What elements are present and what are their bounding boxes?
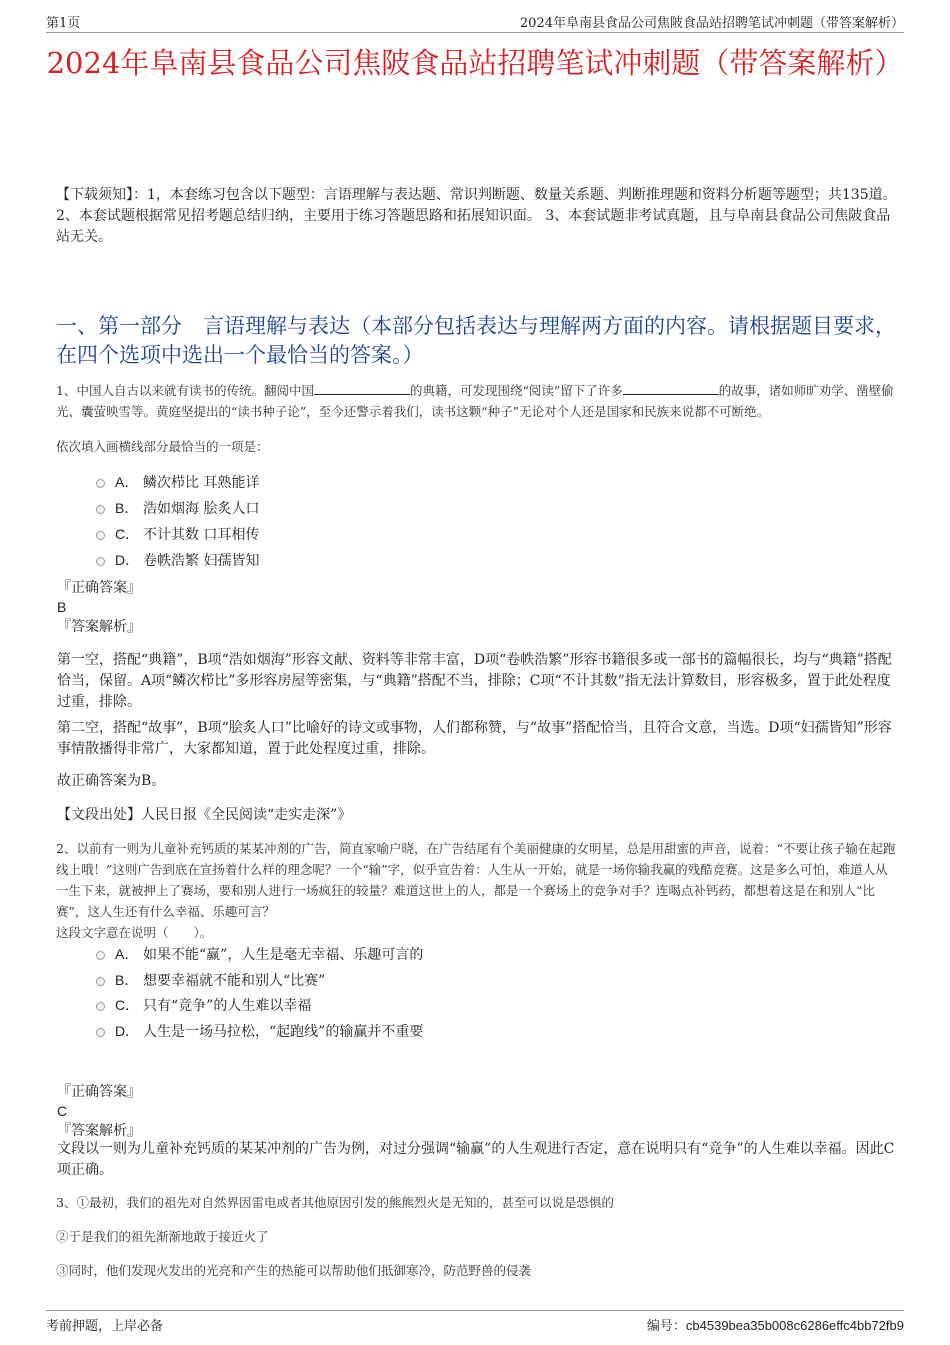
q2-analysis-label: 『答案解析』 xyxy=(57,1123,141,1139)
option-text: 想要幸福就不能和别人“比赛” xyxy=(143,973,326,989)
radio-icon[interactable] xyxy=(96,557,105,566)
radio-icon[interactable] xyxy=(96,951,105,960)
question-1-text xyxy=(56,380,898,422)
q1-text-part-c: 的故事，诸如师旷劝学、凿壁偷光、囊萤映雪等。黄庭坚提出的“读书种子论”，至今还警示着我们，读书这颗“种子”无论对个人还是国家和民族来说都不可断绝。 xyxy=(56,383,894,419)
q1-analysis-conclusion: 故正确答案为B。 xyxy=(57,773,166,789)
question-3-line-2: ②于是我们的祖先渐渐地敢于接近火了 xyxy=(56,1229,269,1244)
page-title: 2024年阜南县食品公司焦陂食品站招聘笔试冲刺题（带答案解析） xyxy=(46,46,904,80)
fill-blank-2 xyxy=(623,382,719,395)
q1-option-a[interactable] xyxy=(96,472,259,493)
q2-option-c[interactable] xyxy=(96,995,311,1016)
option-text: 不计其数 口耳相传 xyxy=(143,527,260,543)
q1-analysis-label: 『答案解析』 xyxy=(57,619,141,635)
header-doc-title: 2024年阜南县食品公司焦陂食品站招聘笔试冲刺题（带答案解析） xyxy=(519,16,904,31)
option-letter: C． xyxy=(115,526,140,542)
fill-blank-1 xyxy=(314,382,410,395)
q2-analysis: 文段以一则为儿童补充钙质的某某冲剂的广告为例，对过分强调“输赢”的人生观进行否定，意在说明只有“竞争”的人生难以幸福。因此C项正确。 xyxy=(57,1141,895,1178)
option-letter: A． xyxy=(115,946,139,962)
header-divider xyxy=(46,32,904,33)
q2-answer-label: 『正确答案』 xyxy=(57,1084,141,1100)
question-2-prompt: 这段文字意在说明（ ）。 xyxy=(56,925,213,940)
q1-text-part-b: 的典籍，可发现围绕“阅读”留下了许多 xyxy=(409,383,623,398)
q1-option-c[interactable] xyxy=(96,524,259,545)
q2-answer-value: C xyxy=(57,1103,68,1119)
option-letter: B． xyxy=(115,500,139,516)
q2-option-d[interactable] xyxy=(96,1021,423,1042)
radio-icon[interactable] xyxy=(96,479,105,488)
download-notice: 【下载须知】：1，本套练习包含以下题型：言语理解与表达题、常识判断题、数量关系题、判断推理题和资料分析题等题型；共135道。 2、本套试题根据常见招考题总结归纳，主要用于练习答题思路和拓展知识面。 3、本套试题非考试真题，且与阜南县食品公司焦陂食品站无关。 xyxy=(56,187,897,245)
option-letter: D． xyxy=(115,1023,140,1039)
option-letter: A． xyxy=(115,474,139,490)
radio-icon[interactable] xyxy=(96,531,105,540)
option-text: 只有“竞争”的人生难以幸福 xyxy=(143,998,312,1014)
q1-text-part-a: 1、中国人自古以来就有读书的传统。翻阅中国 xyxy=(56,383,314,398)
question-3-line-3: ③同时，他们发现火发出的光亮和产生的热能可以帮助他们抵御寒冷，防范野兽的侵袭 xyxy=(56,1263,532,1278)
option-text: 鳞次栉比 耳熟能详 xyxy=(143,475,260,491)
q1-option-d[interactable] xyxy=(96,550,259,571)
option-letter: B． xyxy=(115,972,139,988)
question-3-line-1: 3、①最初，我们的祖先对自然界因雷电或者其他原因引发的熊熊烈火是无知的，甚至可以说是恐惧的 xyxy=(56,1195,614,1210)
q1-answer-label: 『正确答案』 xyxy=(57,580,141,596)
footer-code xyxy=(647,1315,904,1334)
q1-option-b[interactable] xyxy=(96,498,259,519)
q2-option-b[interactable] xyxy=(96,970,325,991)
radio-icon[interactable] xyxy=(96,505,105,514)
q1-analysis-paragraph-1: 第一空，搭配“典籍”，B项“浩如烟海”形容文献、资料等非常丰富，D项“卷帙浩繁”形容书籍很多或一部书的篇幅很长，均与“典籍”搭配恰当，保留。A项“鳞次栉比”多形容房屋等密集，与“典籍”搭配不当，排除；C项“不计其数”指无法计算数目，形容极多，置于此处程度过重，排除。 xyxy=(57,652,892,710)
question-2-text: 2、以前有一则为儿童补充钙质的某某冲剂的广告，简直家喻户晓，在广告结尾有个美丽健康的女明星，总是用甜蜜的声音，说着：“不要让孩子输在起跑线上哦！”这则广告到底在宣扬着什么样的理念呢？一个“输”字，似乎宣告着：人生从一开始，就是一场你输我赢的残酷竞赛。这是多么可怕，难道人从一生下来，就被押上了赛场，要和别人进行一场疯狂的较量？难道这世上的人，都是一个赛场上的竞争对手？连喝点补钙药，都想着这是在和别人“比赛”，这人生还有什么幸福、乐趣可言？ xyxy=(56,841,896,919)
radio-icon[interactable] xyxy=(96,1028,105,1037)
option-text: 卷帙浩繁 妇孺皆知 xyxy=(143,553,260,569)
option-letter: C． xyxy=(115,997,140,1013)
footer-code-value: cb4539bea35b008c6286effc4bb72fb9 xyxy=(685,1318,904,1333)
footer-divider xyxy=(46,1310,904,1311)
option-text: 浩如烟海 脍炙人口 xyxy=(143,501,260,517)
section-heading: 一、第一部分 言语理解与表达（本部分包括表达与理解两方面的内容。请根据题目要求，在四个选项中选出一个最恰当的答案。） xyxy=(56,314,896,367)
option-text: 人生是一场马拉松，“起跑线”的输赢并不重要 xyxy=(143,1024,424,1040)
q2-option-a[interactable] xyxy=(96,944,423,965)
q1-source: 【文段出处】人民日报《全民阅读“走实走深”》 xyxy=(57,807,352,823)
footer-slogan: 考前押题，上岸必备 xyxy=(46,1319,164,1334)
page-number: 第1页 xyxy=(46,16,81,31)
question-1-prompt: 依次填入画横线部分最恰当的一项是： xyxy=(56,439,269,454)
radio-icon[interactable] xyxy=(96,1002,105,1011)
radio-icon[interactable] xyxy=(96,977,105,986)
option-letter: D． xyxy=(115,552,140,568)
option-text: 如果不能“赢”，人生是毫无幸福、乐趣可言的 xyxy=(143,947,424,963)
q1-analysis-paragraph-2: 第二空，搭配“故事”，B项“脍炙人口”比喻好的诗文或事物，人们都称赞，与“故事”搭配恰当，且符合文意，当选。D项“妇孺皆知”形容事情散播得非常广，大家都知道，置于此处程度过重，排除。 xyxy=(57,720,892,757)
q1-answer-value: B xyxy=(57,599,67,615)
footer-code-label: 编号： xyxy=(646,1319,686,1334)
